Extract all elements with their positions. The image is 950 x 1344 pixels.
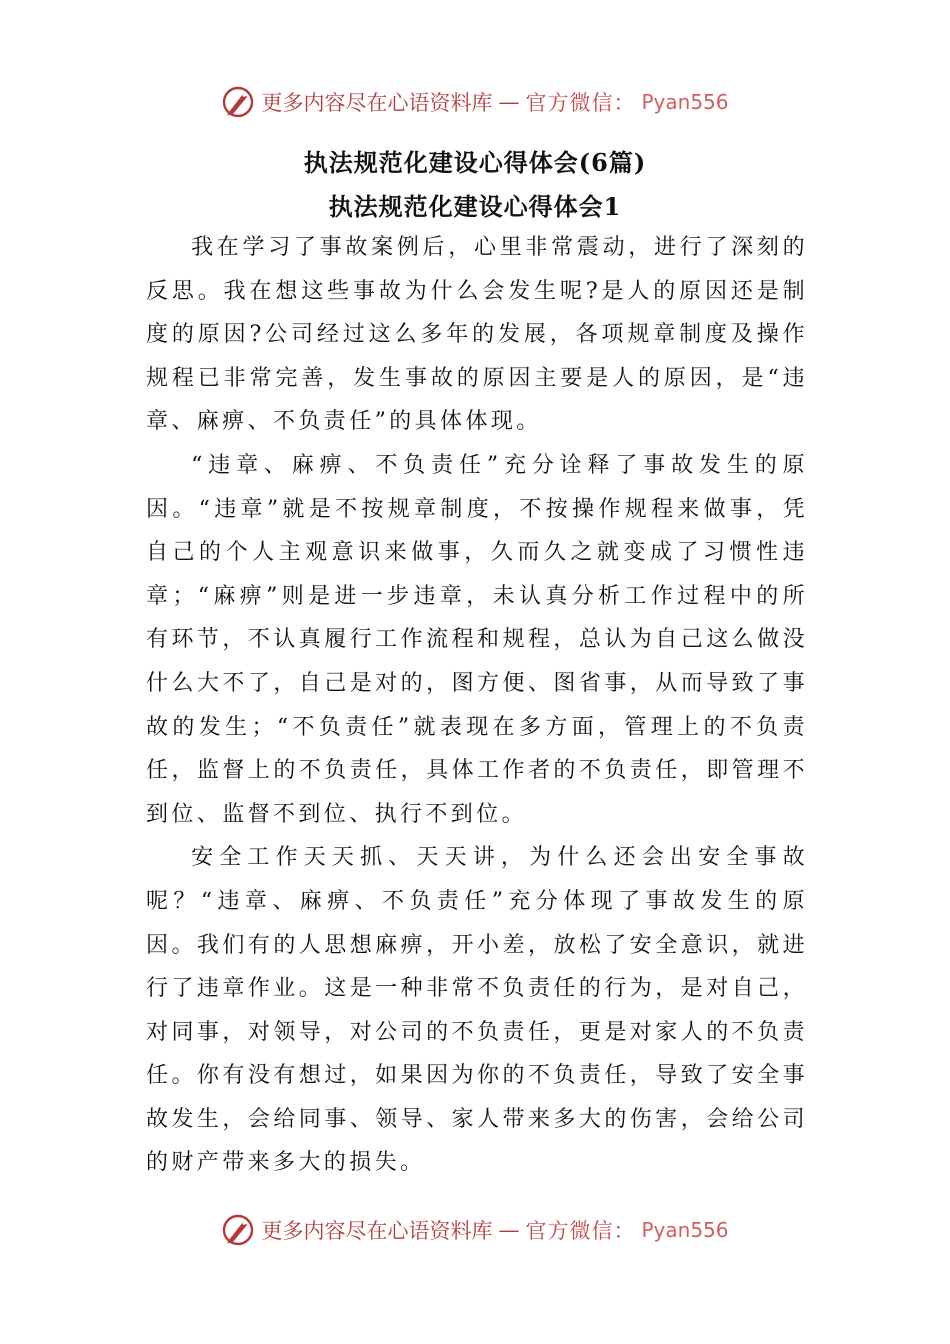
document-body bbox=[146, 226, 808, 1185]
watermark-text: 更多内容尽在心语资料库 bbox=[261, 91, 493, 115]
paragraph-1: 我在学习了事故案例后，心里非常震动，进行了深刻的反思。我在想这些事故为什么会发生呢?是人的原因还是制度的原因?公司经过这么多年的发展，各项规章制度及操作规程已非常完善，发生事故的原因主要是人的原因，是“违章、麻痹、不负责任”的具体体现。 bbox=[146, 235, 808, 435]
header-watermark bbox=[0, 82, 950, 122]
pen-logo-icon bbox=[221, 85, 255, 119]
watermark-id: Pyan556 bbox=[641, 90, 729, 114]
document-title: 执法规范化建设心得体会(6篇) bbox=[303, 148, 647, 177]
watermark-text: 更多内容尽在心语资料库 bbox=[261, 1219, 493, 1243]
watermark-separator: — bbox=[498, 1218, 520, 1242]
footer-watermark bbox=[0, 1210, 950, 1250]
section-title: 执法规范化建设心得体会1 bbox=[328, 192, 622, 221]
watermark-label: 官方微信： bbox=[525, 91, 636, 115]
watermark-separator: — bbox=[498, 90, 520, 114]
watermark-id: Pyan556 bbox=[641, 1218, 729, 1242]
watermark-label: 官方微信： bbox=[525, 1219, 636, 1243]
paragraph-3: 安全工作天天抓、天天讲，为什么还会出安全事故呢？“违章、麻痹、不负责任”充分体现了事故发生的原因。我们有的人思想麻痹，开小差，放松了安全意识，就进行了违章作业。这是一种非常不负责任的行为，是对自己，对同事，对领导，对公司的不负责任，更是对家人的不负责任。你有没有想过，如果因为你的不负责任，导致了安全事故发生，会给同事、领导、家人带来多大的伤害，会给公司的财产带来多大的损失。 bbox=[146, 845, 808, 1176]
pen-logo-icon bbox=[221, 1213, 255, 1247]
paragraph-2: “违章、麻痹、不负责任”充分诠释了事故发生的原因。“违章”就是不按规章制度，不按操作规程来做事，凭自己的个人主观意识来做事，久而久之就变成了习惯性违章；“麻痹”则是进一步违章，未认真分析工作过程中的所有环节，不认真履行工作流程和规程，总认为自己这么做没什么大不了，自己是对的，图方便、图省事，从而导致了事故的发生；“不负责任”就表现在多方面，管理上的不负责任，监督上的不负责任，具体工作者的不负责任，即管理不到位、监督不到位、执行不到位。 bbox=[146, 452, 808, 827]
